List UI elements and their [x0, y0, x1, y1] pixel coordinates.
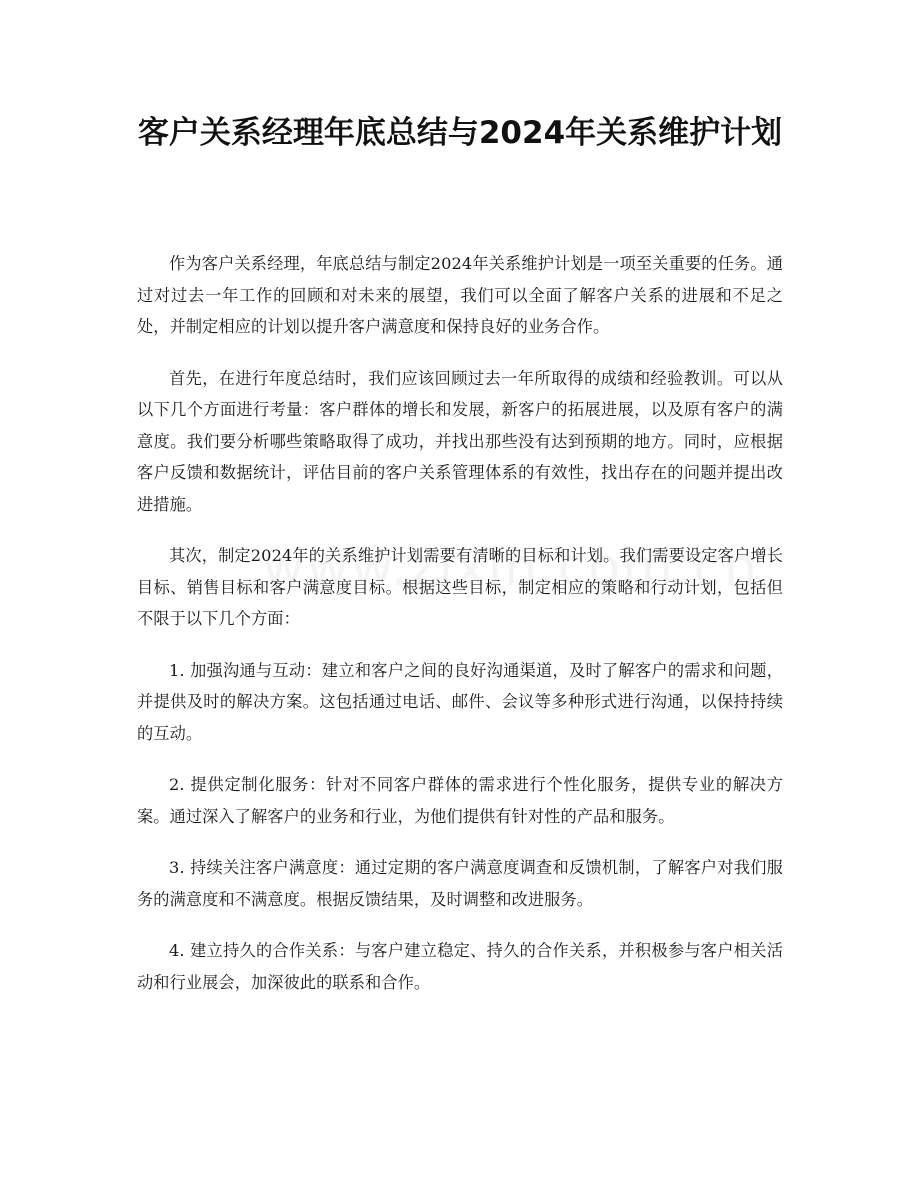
list-item-customized-service: 2. 提供定制化服务：针对不同客户群体的需求进行个性化服务，提供专业的解决方案。通过深入了解客户的业务和行业，为他们提供有针对性的产品和服务。 — [137, 775, 783, 826]
list-item-communication: 1. 加强沟通与互动：建立和客户之间的良好沟通渠道，及时了解客户的需求和问题，并提供及时的解决方案。这包括通过电话、邮件、会议等多种形式进行沟通，以保持持续的互动。 — [137, 660, 783, 743]
list-item-satisfaction: 3. 持续关注客户满意度：通过定期的客户满意度调查和反馈机制，了解客户对我们服务的满意度和不满意度。根据反馈结果，及时调整和改进服务。 — [137, 858, 783, 909]
list-item-partnership: 4. 建立持久的合作关系：与客户建立稳定、持久的合作关系，并积极参与客户相关活动和行业展会，加深彼此的联系和合作。 — [137, 941, 783, 992]
document-body — [137, 248, 783, 1018]
paragraph-plan-2024: 其次，制定2024年的关系维护计划需要有清晰的目标和计划。我们需要设定客户增长目标、销售目标和客户满意度目标。根据这些目标，制定相应的策略和行动计划，包括但不限于以下几个方面： — [137, 546, 783, 628]
paragraph-intro: 作为客户关系经理，年底总结与制定2024年关系维护计划是一项至关重要的任务。通过对过去一年工作的回顾和对未来的展望，我们可以全面了解客户关系的进展和不足之处，并制定相应的计划以提升客户满意度和保持良好的业务合作。 — [137, 254, 783, 336]
document-title: 客户关系经理年底总结与2024年关系维护计划 — [137, 115, 783, 151]
paragraph-annual-review: 首先，在进行年度总结时，我们应该回顾过去一年所取得的成绩和经验教训。可以从以下几个方面进行考量：客户群体的增长和发展，新客户的拓展进展，以及原有客户的满意度。我们要分析哪些策略取得了成功，并找出那些没有达到预期的地方。同时，应根据客户反馈和数据统计，评估目前的客户关系管理体系的有效性，找出存在的问题并提出改进措施。 — [137, 368, 783, 514]
